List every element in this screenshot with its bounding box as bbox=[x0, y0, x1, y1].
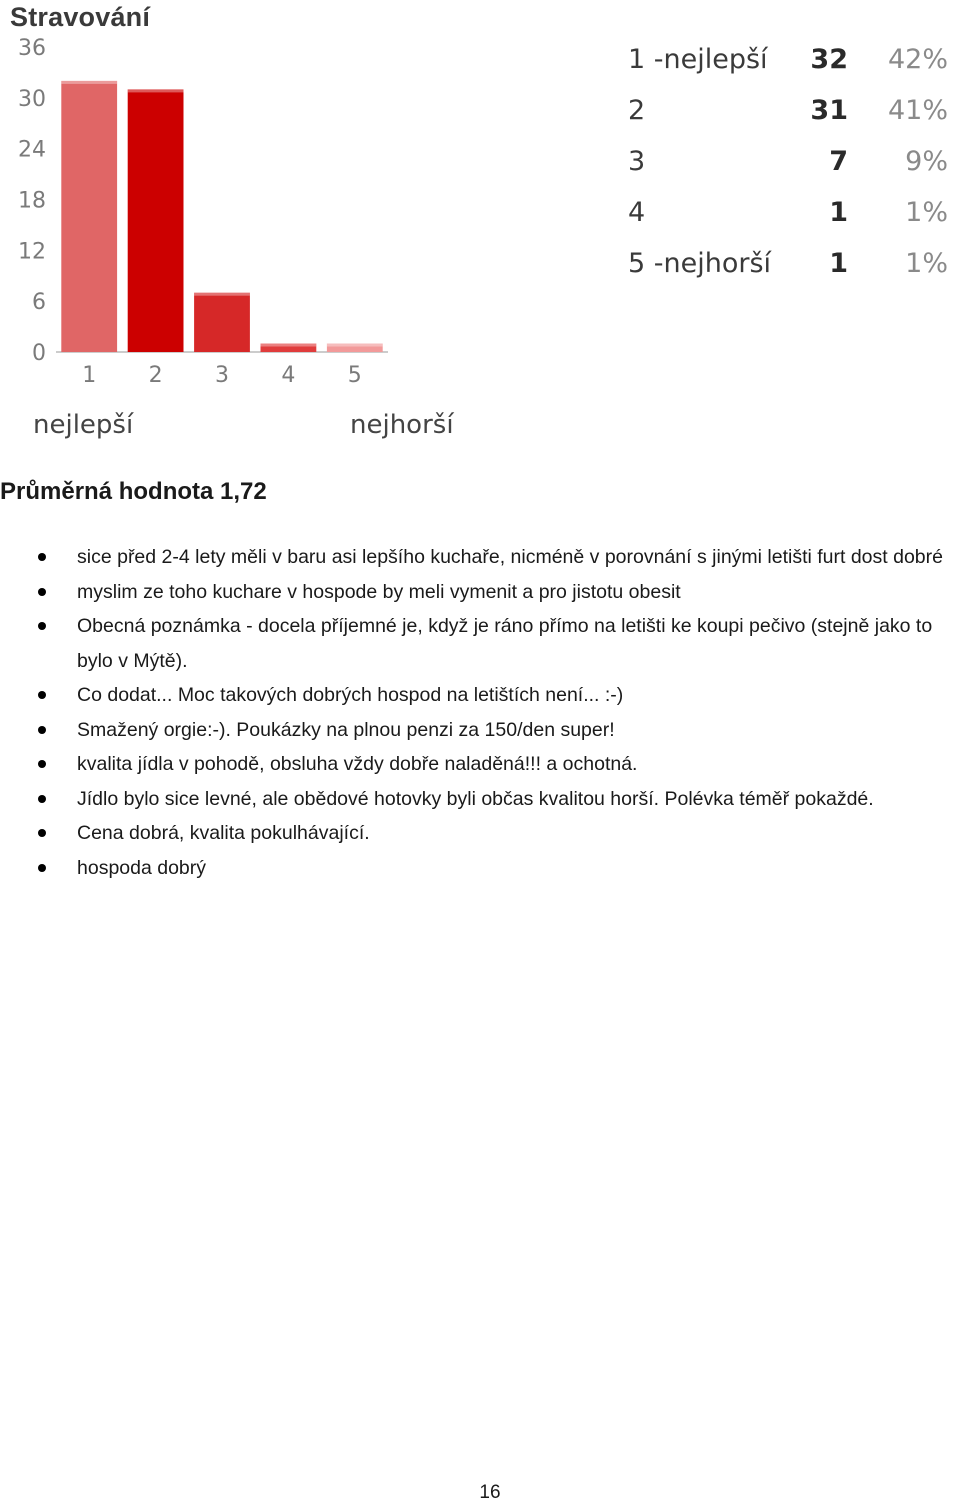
list-item bbox=[0, 713, 960, 748]
summary-percent: 41% bbox=[887, 95, 948, 126]
comment-text: Jídlo bylo sice levné, ale obědové hotovky byli občas kvalitou horší. Polévka téměř pokaždé. bbox=[77, 787, 874, 810]
x-tick-label: 2 bbox=[148, 363, 163, 388]
comment-text: kvalita jídla v pohodě, obsluha vždy dobře naladěná!!! a ochotná. bbox=[77, 753, 638, 775]
summary-percent: 1% bbox=[905, 248, 948, 279]
bullet-icon bbox=[38, 864, 46, 872]
x-tick-label: 4 bbox=[281, 363, 296, 388]
comment-text: sice před 2-4 lety měli v baru asi lepšího kuchaře, nicméně v porovnání s jinými letišti furt dost dobré bbox=[77, 546, 943, 568]
comment-text: Smažený orgie:-). Poukázky na plnou penzi za 150/den super! bbox=[77, 718, 615, 741]
y-tick-label: 0 bbox=[32, 341, 46, 366]
list-item bbox=[0, 851, 960, 886]
summary-label: 2 bbox=[628, 95, 646, 126]
summary-row bbox=[628, 238, 958, 289]
summary-row bbox=[628, 34, 958, 85]
bar-highlight bbox=[128, 89, 184, 92]
summary-row bbox=[628, 136, 958, 187]
summary-label: 3 bbox=[628, 146, 646, 177]
summary-count: 31 bbox=[810, 95, 848, 126]
chart-block bbox=[0, 0, 960, 460]
bullet-icon bbox=[38, 622, 46, 630]
list-item bbox=[0, 540, 960, 575]
bullet-icon bbox=[38, 760, 46, 768]
y-tick-label: 30 bbox=[18, 86, 46, 112]
summary-percent: 1% bbox=[905, 197, 948, 228]
y-tick-label: 24 bbox=[18, 137, 46, 163]
bar bbox=[194, 293, 250, 352]
summary-count: 32 bbox=[810, 44, 848, 75]
bar-highlight bbox=[61, 81, 117, 84]
list-item bbox=[0, 816, 960, 851]
bullet-icon bbox=[38, 553, 46, 561]
y-tick-label: 12 bbox=[18, 239, 46, 265]
list-item bbox=[0, 747, 960, 782]
comment-text: hospoda dobrý bbox=[77, 856, 207, 879]
y-tick-label: 36 bbox=[18, 36, 46, 61]
summary-count: 1 bbox=[829, 248, 848, 279]
bar-highlight bbox=[261, 344, 317, 347]
page-number: 16 bbox=[479, 1482, 501, 1503]
chart-title: Stravování bbox=[10, 2, 151, 32]
list-item bbox=[0, 575, 960, 610]
comment-text: Cena dobrá, kvalita pokulhávající. bbox=[77, 822, 370, 844]
summary-table bbox=[628, 34, 958, 289]
comments-list bbox=[0, 540, 960, 885]
bullet-icon bbox=[38, 829, 46, 837]
summary-count: 1 bbox=[829, 197, 848, 228]
bar-chart bbox=[0, 0, 600, 460]
y-tick-label: 6 bbox=[32, 290, 46, 316]
summary-label: 5 -nejhorší bbox=[628, 248, 772, 279]
bar-highlight bbox=[327, 344, 383, 347]
summary-percent: 9% bbox=[905, 146, 948, 177]
summary-label: 1 -nejlepší bbox=[628, 44, 768, 75]
bullet-icon bbox=[38, 691, 46, 699]
x-tick-label: 3 bbox=[215, 363, 229, 388]
y-tick-label: 18 bbox=[18, 188, 46, 214]
bullet-icon bbox=[38, 588, 46, 596]
comment-text: Obecná poznámka - docela příjemné je, když je ráno přímo na letišti ke koupi pečivo (stejně jako to bylo v Mýtě). bbox=[77, 615, 933, 672]
x-tick-label: 5 bbox=[347, 363, 362, 388]
bar-highlight bbox=[194, 293, 250, 296]
summary-row bbox=[628, 187, 958, 238]
comment-text: Co dodat... Moc takových dobrých hospod na letištích není... :-) bbox=[77, 684, 624, 706]
comment-text: myslim ze toho kuchare v hospode by meli vymenit a pro jistotu obesit bbox=[77, 580, 681, 603]
list-item bbox=[0, 609, 960, 678]
summary-count: 7 bbox=[829, 146, 848, 177]
summary-percent: 42% bbox=[887, 44, 948, 75]
axis-label-best: nejlepší bbox=[33, 410, 134, 440]
list-item bbox=[0, 782, 960, 817]
axis-label-worst: nejhorší bbox=[350, 410, 454, 440]
summary-label: 4 bbox=[628, 197, 646, 228]
bar bbox=[61, 81, 117, 352]
bar bbox=[128, 89, 184, 352]
x-tick-label: 1 bbox=[82, 363, 97, 388]
list-item bbox=[0, 678, 960, 713]
bullet-icon bbox=[38, 726, 46, 734]
bullet-icon bbox=[38, 795, 46, 803]
average-heading: Průměrná hodnota 1,72 bbox=[0, 478, 267, 505]
summary-row bbox=[628, 85, 958, 136]
